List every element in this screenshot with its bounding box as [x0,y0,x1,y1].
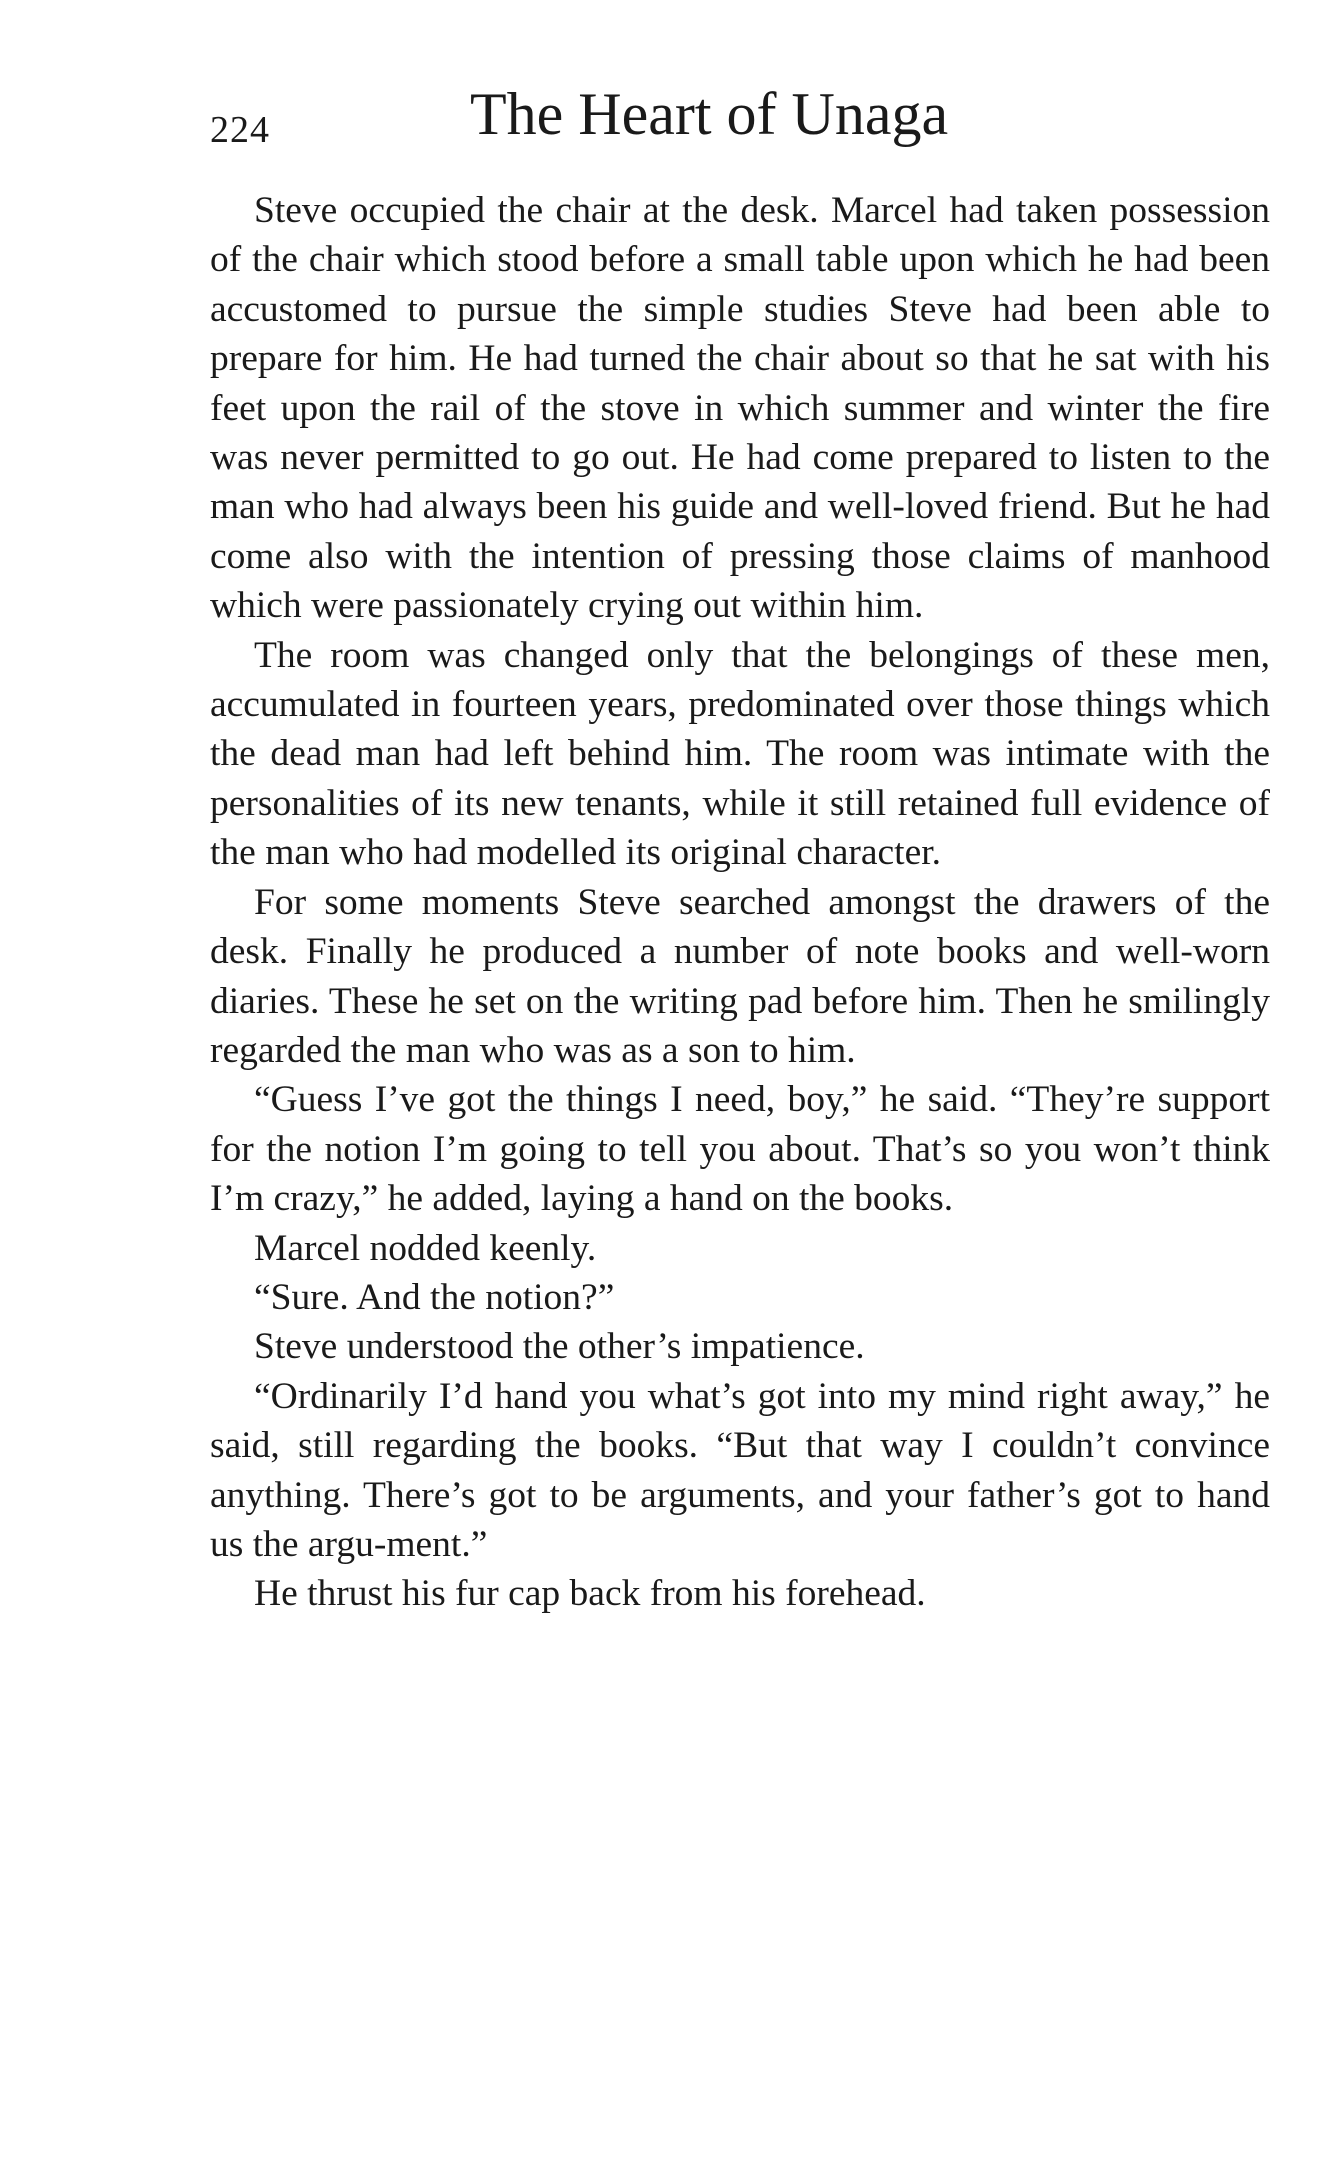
paragraph: “Ordinarily I’d hand you what’s got into my mind right away,” he said, still regarding the books. “But that way I couldn’t convince anything. There’s got to be arguments, and your father’s got to hand us the argu-ment.” [210,1375,1270,1565]
page-number: 224 [210,109,270,151]
paragraph: For some moments Steve searched amongst the drawers of the desk. Finally he produced a number of note books and well-worn diaries. These he set on the writing pad before him. Then he smilingly regarded the man who was as a son to him. [210,881,1270,1071]
paragraph: “Guess I’ve got the things I need, boy,” he said. “They’re support for the notion I’m going to tell you about. That’s so you won’t think I’m crazy,” he added, laying a hand on the books. [210,1079,1270,1220]
page-header [210,80,1270,160]
body-text [210,186,1270,1619]
paragraph: Steve understood the other’s impatience. [254,1326,865,1368]
paragraph: He thrust his fur cap back from his forehead. [254,1573,926,1615]
running-title: The Heart of Unaga [470,81,949,147]
paragraph: Steve occupied the chair at the desk. Marcel had taken possession of the chair which stood before a small table upon which he had been accustomed to pursue the simple studies Steve had been able to prepare for him. He had turned the chair about so that he sat with his feet upon the rail of the stove in which summer and winter the fire was never permitted to go out. He had come prepared to listen to the man who had always been his guide and well-loved friend. But he had come also with the intention of pressing those claims of manhood which were passionately crying out within him. [210,190,1270,627]
paragraph: “Sure. And the notion?” [254,1276,615,1318]
paragraph: Marcel nodded keenly. [254,1227,597,1269]
paragraph: The room was changed only that the belongings of these men, accumulated in fourteen years, predominated over those things which the dead man had left behind him. The room was intimate with the personalities of its new tenants, while it still retained full evidence of the man who had modelled its original character. [210,634,1270,874]
